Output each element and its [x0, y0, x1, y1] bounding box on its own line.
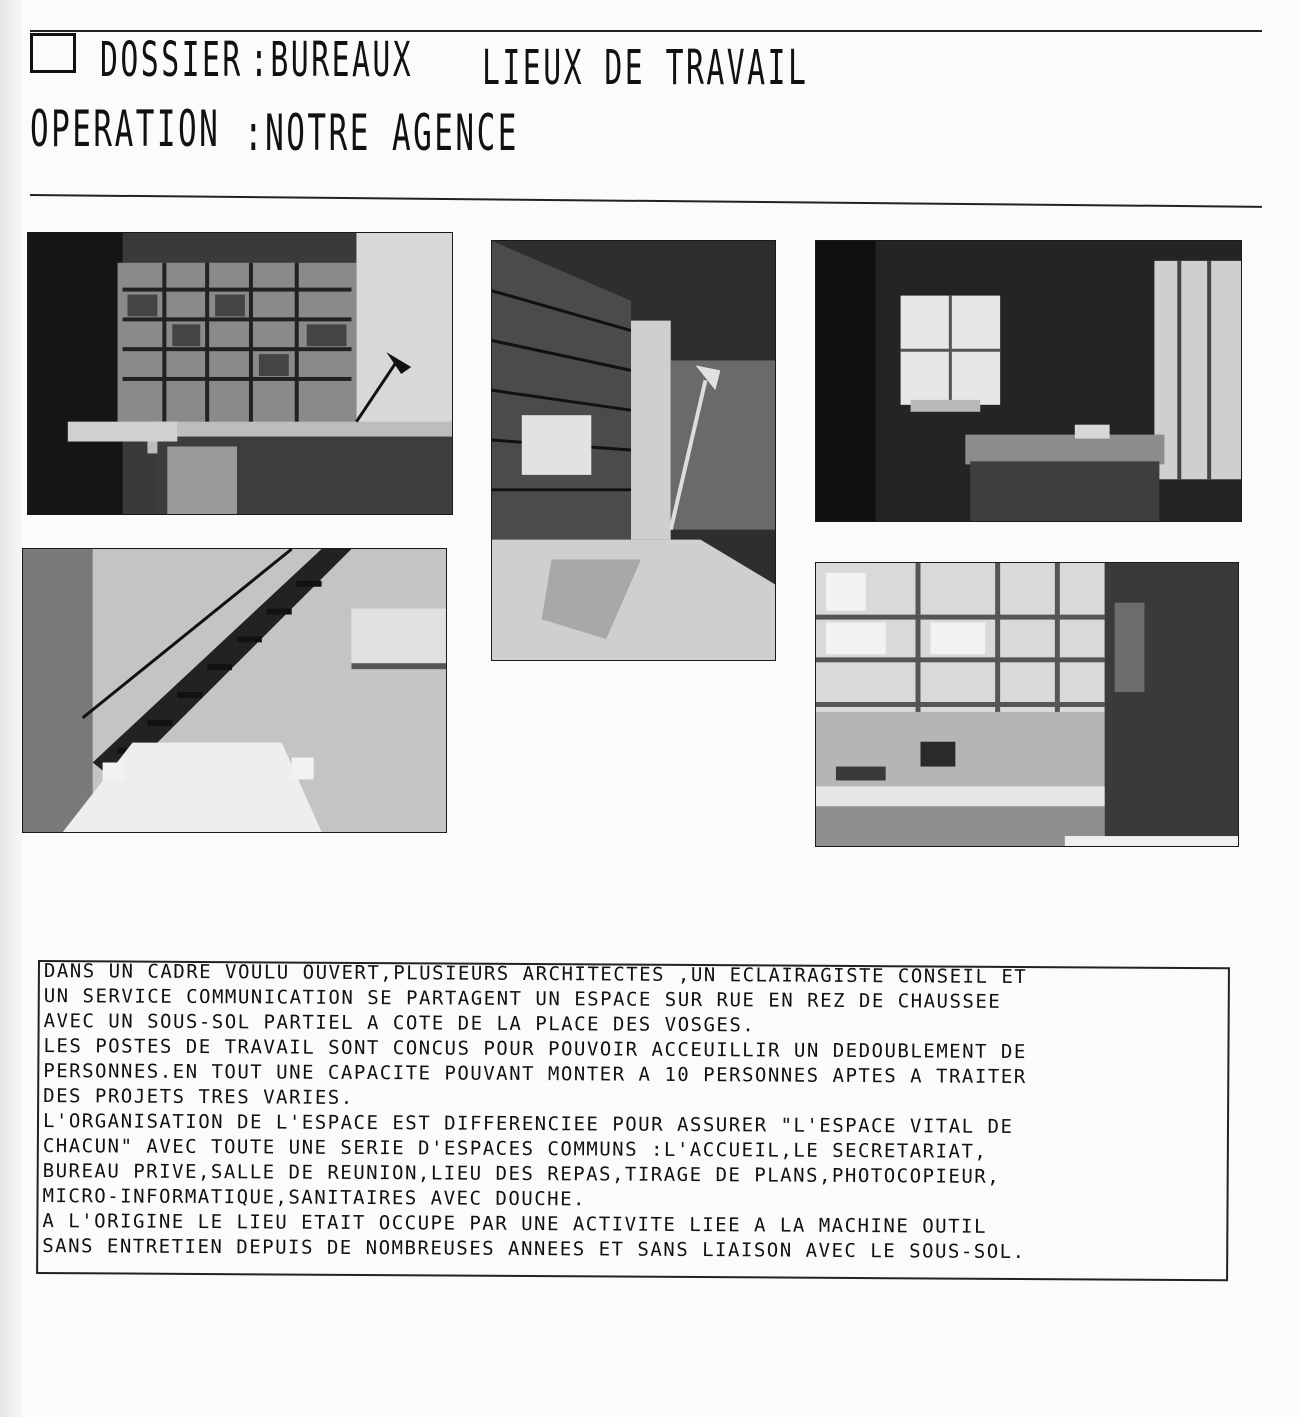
description-line: PERSONNES.EN TOUT UNE CAPACITE POUVANT MONTER A 10 PERSONNES APTES A TRAITER [43, 1060, 1027, 1089]
description-line: DES PROJETS TRES VARIES. [43, 1085, 354, 1109]
operation-value: :NOTRE AGENCE [244, 104, 519, 162]
dossier-subtitle: LIEUX DE TRAVAIL [482, 40, 809, 96]
description-box [36, 960, 1230, 1281]
description-line: AVEC UN SOUS-SOL PARTIEL A COTE DE LA PLACE DES VOSGES. [43, 1010, 756, 1037]
description-line: CHACUN" AVEC TOUTE UNE SERIE D'ESPACES COMMUNS :L'ACCUEIL,LE SECRETARIAT, [42, 1135, 988, 1163]
description-line: SANS ENTRETIEN DEPUIS DE NOMBREUSES ANNEES ET SANS LIAISON AVEC LE SOUS-SOL. [42, 1235, 1026, 1264]
description-line: MICRO-INFORMATIQUE,SANITAIRES AVEC DOUCHE. [42, 1185, 587, 1211]
description-line: A L'ORIGINE LE LIEU ETAIT OCCUPE PAR UNE ACTIVITE LIEE A LA MACHINE OUTIL [42, 1210, 988, 1238]
description-line: L'ORGANISATION DE L'ESPACE EST DIFFERENCIEE POUR ASSURER "L'ESPACE VITAL DE [42, 1110, 1014, 1138]
office-photo-window-desk [815, 240, 1242, 522]
description-line: BUREAU PRIVE,SALLE DE REUNION,LIEU DES REPAS,TIRAGE DE PLANS,PHOTOCOPIEUR, [42, 1160, 1001, 1188]
office-photo-drafting-table [491, 240, 776, 661]
header-bottom-rule [30, 194, 1262, 208]
dossier-label: DOSSIER [100, 32, 243, 88]
dossier-value: :BUREAUX [250, 32, 414, 88]
operation-label: OPERATION [30, 100, 221, 158]
description-line: UN SERVICE COMMUNICATION SE PARTAGENT UN ESPACE SUR RUE EN REZ DE CHAUSSEE [43, 985, 1002, 1013]
description-line: DANS UN CADRE VOULU OUVERT,PLUSIEURS ARCHITECTES ,UN ECLAIRAGISTE CONSEIL ET [43, 960, 1028, 989]
office-photo-staircase [22, 548, 447, 833]
office-photo-computer-desks [815, 562, 1239, 847]
dossier-checkbox[interactable] [30, 33, 76, 73]
page-scan-edge [0, 0, 22, 1417]
description-line: LES POSTES DE TRAVAIL SONT CONCUS POUR POUVOIR ACCEUILLIR UN DEDOUBLEMENT DE [43, 1035, 1027, 1064]
office-photo-bookshelves [27, 232, 453, 515]
